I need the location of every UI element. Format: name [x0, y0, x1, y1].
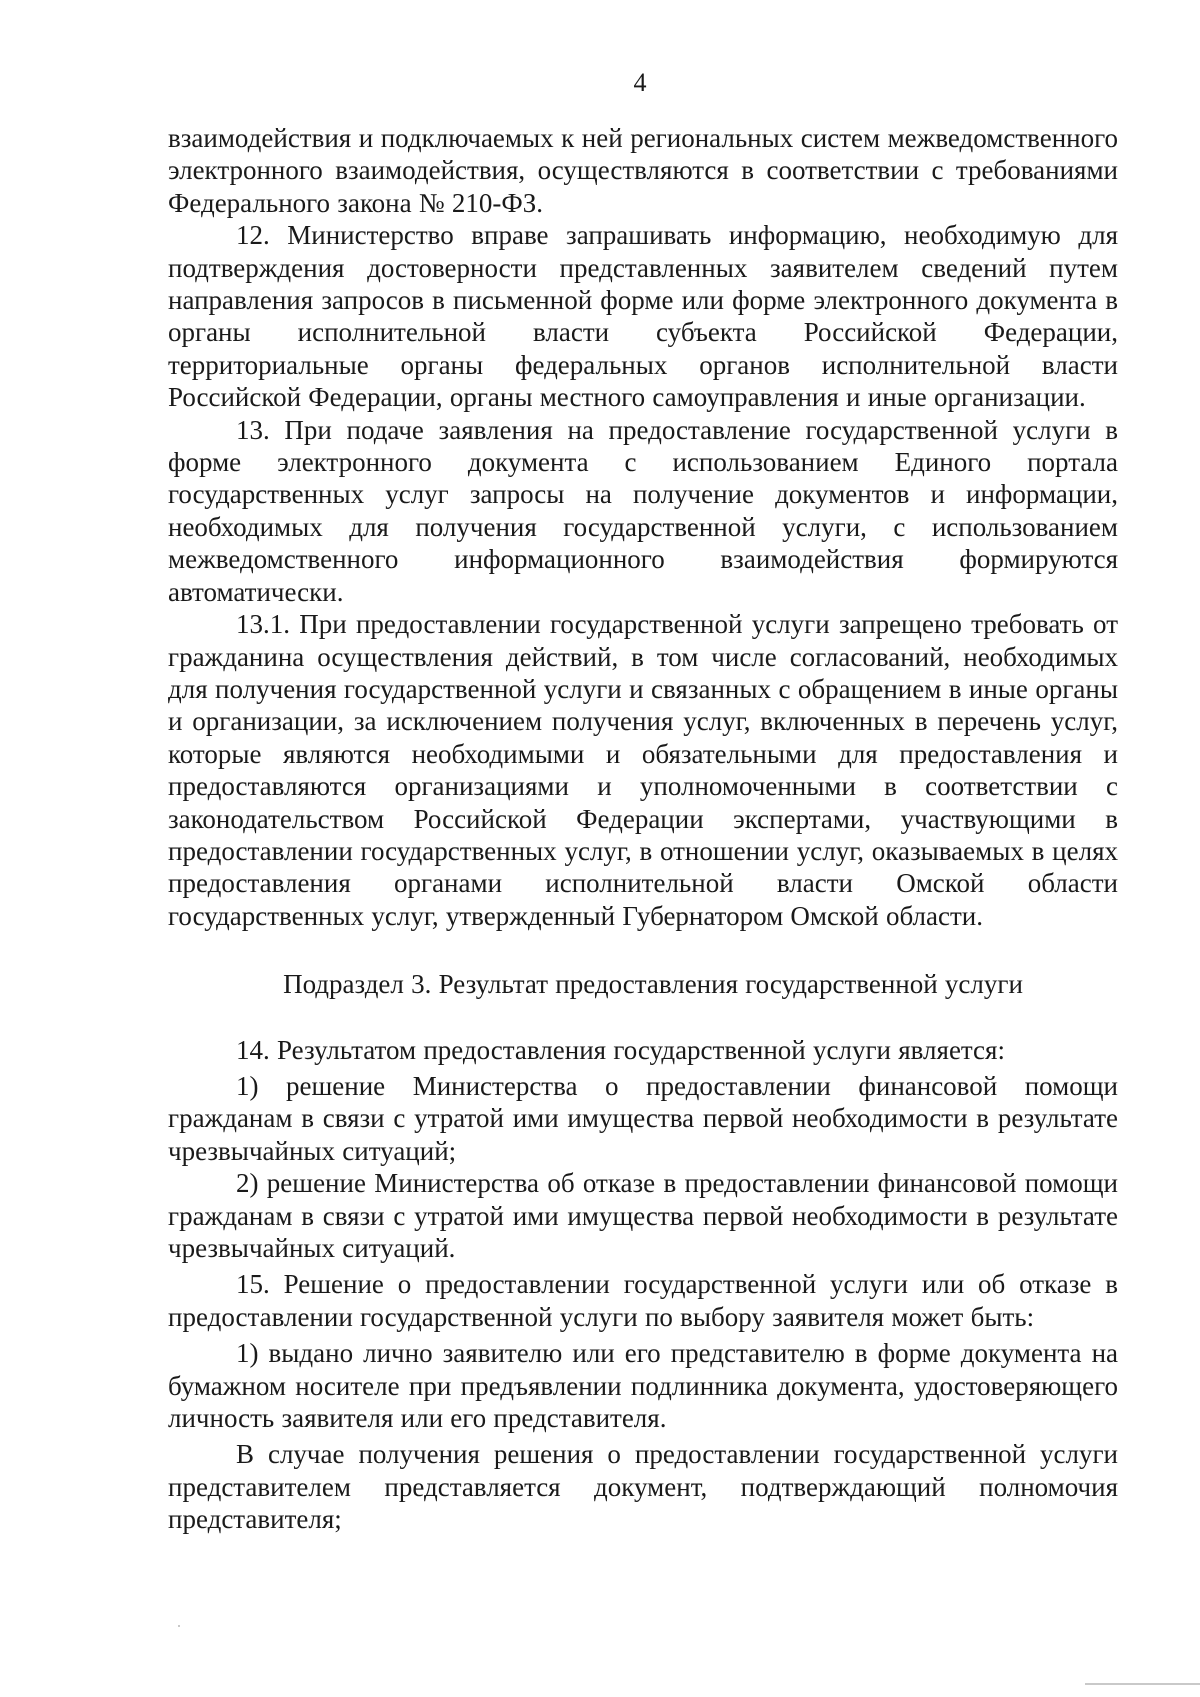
subsection-heading: Подраздел 3. Результат предоставления государственной услуги: [283, 969, 1023, 1000]
paragraph-continuation: взаимодействия и подключаемых к ней региональных систем межведомственного электронного взаимодействия, осуществляются в соответствии с требованиями Федерального закона № 210-ФЗ.: [168, 123, 1118, 218]
paragraph-14-item-2: 2) решение Министерства об отказе в предоставлении финансовой помощи гражданам в связи с утратой ими имущества первой необходимости в результате чрезвычайных ситуаций.: [168, 1168, 1118, 1263]
paragraph-15-item-1: 1) выдано лично заявителю или его представителю в форме документа на бумажном носителе при предъявлении подлинника документа, удостоверяющего личность заявителя или его представителя.: [168, 1338, 1118, 1434]
document-body: [168, 122, 1118, 1536]
paragraph-12: 12. Министерство вправе запрашивать информацию, необходимую для подтверждения достоверности представленных заявителем сведений путем направления запросов в письменной форме или форме электронного документа в органы исполнительной власти субъекта Российской Федерации, территориальные органы федеральных органов исполнительной власти Российской Федерации, органы местного самоуправления и иные организации.: [168, 220, 1118, 413]
scan-artifact-dot: [178, 1625, 180, 1627]
paragraph-15: 15. Решение о предоставлении государственной услуги или об отказе в предоставлении государственной услуги по выбору заявителя может быть:: [168, 1269, 1118, 1332]
paragraph-13: 13. При подаче заявления на предоставление государственной услуги в форме электронного документа с использованием Единого портала государственных услуг запросы на получение документов и информации, необходимых для получения государственной услуги, с использованием межведомственного информационного взаимодействия формируются автоматически.: [168, 414, 1118, 607]
page-number: 4: [633, 68, 647, 97]
scan-artifact-line: [1085, 1683, 1200, 1685]
paragraph-representative: В случае получения решения о предоставлении государственной услуги представителем представляется документ, подтверждающий полномочия представителя;: [168, 1439, 1118, 1535]
paragraph-14-item-1: 1) решение Министерства о предоставлении финансовой помощи гражданам в связи с утратой ими имущества первой необходимости в результате чрезвычайных ситуаций;: [168, 1070, 1118, 1166]
paragraph-13-1: 13.1. При предоставлении государственной услуги запрещено требовать от гражданина осуществления действий, в том числе согласований, необходимых для получения государственной услуги и связанных с обращением в иные органы и организации, за исключением получения услуг, включенных в перечень услуг, которые являются необходимыми и обязательными для предоставления и предоставляются организациями и уполномоченными в соответствии с законодательством Российской Федерации экспертами, участвующими в предоставлении государственных услуг, в отношении услуг, оказываемых в целях предоставления органами исполнительной власти Омской области государственных услуг, утвержденный Губернатором Омской области.: [168, 609, 1118, 931]
paragraph-14: 14. Результатом предоставления государственной услуги является:: [236, 1034, 1005, 1065]
